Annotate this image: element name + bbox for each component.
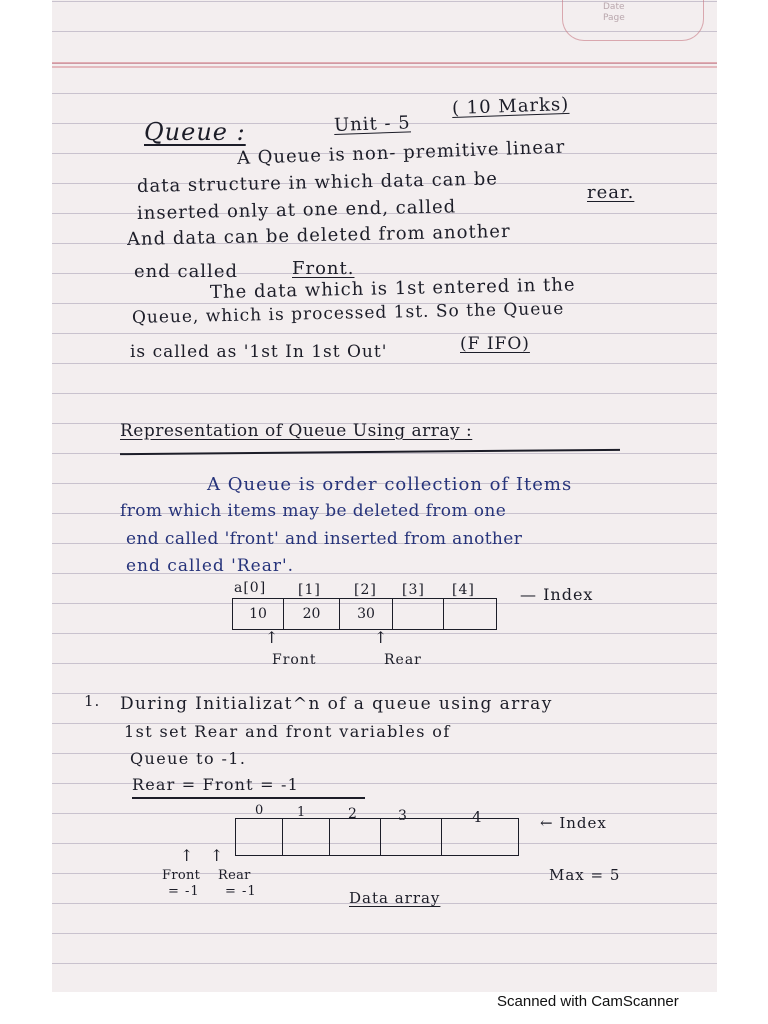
- representation-heading: Representation of Queue Using array :: [120, 421, 473, 441]
- array2-front-label: Front: [162, 868, 201, 883]
- array2-max-label: Max = 5: [549, 866, 621, 884]
- representation-line-4: end called 'Rear'.: [126, 556, 295, 576]
- front-arrow-icon: ↑: [265, 628, 279, 647]
- array2-cell-3: [380, 818, 441, 856]
- scanner-watermark: Scanned with CamScanner: [497, 993, 679, 1010]
- header-margin-line-2: [52, 66, 717, 68]
- equation-underline: [132, 797, 365, 799]
- representation-line-3: end called 'front' and inserted from another: [126, 529, 523, 549]
- title-marks: ( 10 Marks): [451, 93, 570, 119]
- array2-cell-2: [329, 818, 380, 856]
- array2-rear-arrow-icon: ↑: [210, 846, 224, 865]
- array1-cell-2: 30: [339, 598, 392, 630]
- title-queue: Queue :: [144, 118, 246, 146]
- array2-cell-1: [282, 818, 329, 856]
- definition-line-5a: end called: [134, 261, 238, 282]
- array2-front-value: = -1: [168, 884, 200, 899]
- array2-rear-label: Rear: [218, 868, 251, 883]
- array1-cell-4: [443, 598, 497, 630]
- array1-index-0: a[0]: [234, 580, 267, 596]
- title-unit: Unit - 5: [333, 112, 412, 136]
- array1-index-3: [3]: [402, 582, 425, 598]
- array2-index-2: 2: [348, 806, 358, 822]
- array1-cell-0: 10: [232, 598, 283, 630]
- array1-front-label: Front: [272, 652, 317, 668]
- representation-line-2: from which items may be deleted from one: [120, 501, 507, 521]
- page-label: Page: [603, 13, 625, 23]
- point1-number: 1.: [84, 692, 101, 710]
- array1-index-2: [2]: [354, 582, 377, 598]
- array1-rear-label: Rear: [384, 652, 422, 668]
- array1-index-1: [1]: [298, 582, 321, 598]
- definition-line-4: And data can be deleted from another: [126, 220, 511, 250]
- array2-index-4: 4: [472, 808, 483, 826]
- point1-line-2: 1st set Rear and front variables of: [124, 722, 451, 741]
- array1-index-4: [4]: [452, 582, 475, 598]
- definition-rear: rear.: [587, 182, 635, 203]
- definition-front: Front.: [292, 258, 355, 279]
- array1-index-caption: — Index: [520, 585, 594, 604]
- array2-index-3: 3: [398, 808, 408, 824]
- definition-line-7: Queue, which is processed 1st. So the Queue: [131, 298, 565, 328]
- array2-boxes: [235, 818, 519, 856]
- definition-line-2: data structure in which data can be: [136, 168, 499, 197]
- array2-index-0: 0: [255, 803, 265, 818]
- array1-cell-1: 20: [283, 598, 339, 630]
- array2-cell-4: [441, 818, 519, 856]
- header-margin-line: [52, 62, 717, 64]
- rear-arrow-icon: ↑: [374, 628, 388, 647]
- representation-line-1: A Queue is order collection of Items: [207, 474, 573, 495]
- definition-line-3a: inserted only at one end, called: [136, 196, 457, 224]
- point1-equation: Rear = Front = -1: [132, 775, 299, 794]
- array1-boxes: [232, 598, 497, 630]
- point1-line-3: Queue to -1.: [130, 749, 247, 768]
- array2-index-1: 1: [297, 805, 307, 820]
- array2-rear-value: = -1: [225, 884, 257, 899]
- definition-line-6: The data which is 1st entered in the: [209, 274, 576, 303]
- array2-front-arrow-icon: ↑: [180, 846, 194, 865]
- array2-cell-0: [235, 818, 282, 856]
- array2-index-caption: ← Index: [540, 814, 607, 832]
- date-page-box: [562, 0, 704, 41]
- definition-line-8a: is called as '1st In 1st Out': [130, 342, 388, 362]
- array2-caption: Data array: [349, 889, 441, 907]
- representation-heading-underline: [120, 449, 620, 455]
- notebook-page: [52, 0, 717, 992]
- point1-line-1: During Initializat^n of a queue using array: [120, 694, 553, 714]
- definition-fifo: (F IFO): [460, 334, 530, 354]
- date-label: Date: [603, 2, 625, 12]
- array1-cell-3: [392, 598, 443, 630]
- definition-line-1: A Queue is non- premitive linear: [236, 136, 566, 169]
